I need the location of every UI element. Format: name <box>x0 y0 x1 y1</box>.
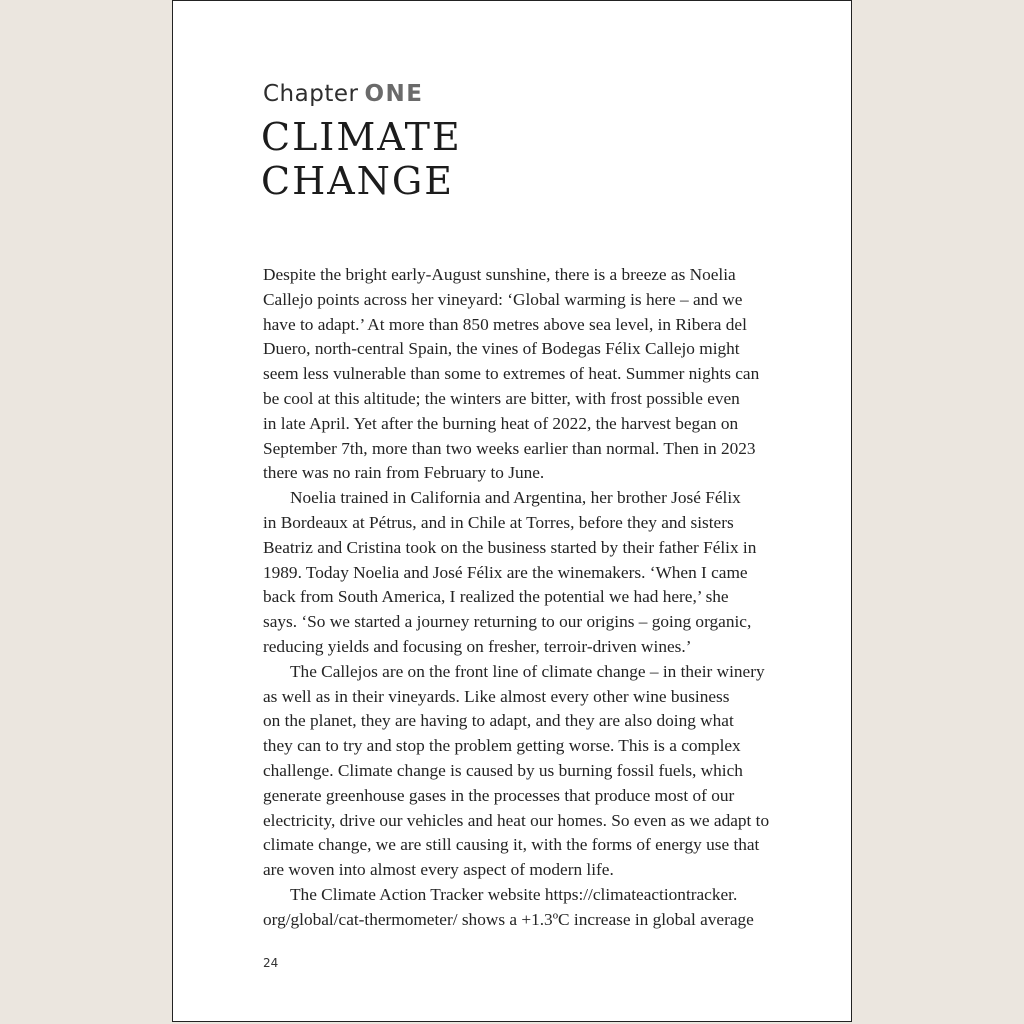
body-line: September 7th, more than two weeks earlier than normal. Then in 2023 <box>263 438 756 458</box>
body-line: generate greenhouse gases in the processes that produce most of our <box>263 785 735 805</box>
body-line: as well as in their vineyards. Like almost every other wine business <box>263 686 730 706</box>
body-line: seem less vulnerable than some to extremes of heat. Summer nights can <box>263 364 760 384</box>
body-line: The Climate Action Tracker website https://climateactiontracker. <box>290 884 738 904</box>
body-line: Beatriz and Cristina took on the business started by their father Félix in <box>263 537 757 557</box>
chapter-title <box>261 115 462 203</box>
body-line: in Bordeaux at Pétrus, and in Chile at Torres, before they and sisters <box>263 512 734 532</box>
body-line: says. ‘So we started a journey returning to our origins – going organic, <box>263 612 752 632</box>
body-line: The Callejos are on the front line of climate change – in their winery <box>290 661 765 681</box>
body-line: they can to try and stop the problem getting worse. This is a complex <box>263 736 741 756</box>
body-line: Callejo points across her vineyard: ‘Global warming is here – and we <box>263 289 743 309</box>
body-line: in late April. Yet after the burning heat of 2022, the harvest began on <box>263 413 739 433</box>
book-page <box>172 0 852 1022</box>
body-line: there was no rain from February to June. <box>263 463 545 483</box>
chapter-title-line: CHANGE <box>261 159 455 203</box>
body-line: electricity, drive our vehicles and heat our homes. So even as we adapt to <box>263 810 770 830</box>
body-line: climate change, we are still causing it, with the forms of energy use that <box>263 835 760 855</box>
body-line: org/global/cat-thermometer/ shows a +1.3ºC increase in global average <box>263 909 754 929</box>
body-line: be cool at this altitude; the winters are bitter, with frost possible even <box>263 388 740 408</box>
chapter-title-line: CLIMATE <box>261 115 462 159</box>
page-number: 24 <box>263 956 279 970</box>
body-line: Despite the bright early-August sunshine, there is a breeze as Noelia <box>263 265 736 284</box>
body-line: on the planet, they are having to adapt, and they are also doing what <box>263 711 734 731</box>
chapter-number: ONE <box>364 81 424 107</box>
body-line: Duero, north-central Spain, the vines of Bodegas Félix Callejo might <box>263 339 740 359</box>
body-line: are woven into almost every aspect of modern life. <box>263 860 614 880</box>
body-line: Noelia trained in California and Argentina, her brother José Félix <box>290 488 741 508</box>
body-line: back from South America, I realized the potential we had here,’ she <box>263 587 729 607</box>
chapter-label <box>263 81 423 107</box>
chapter-word: Chapter <box>263 81 359 107</box>
body-line: reducing yields and focusing on fresher, terroir-driven wines.’ <box>263 636 692 656</box>
body-line: have to adapt.’ At more than 850 metres above sea level, in Ribera del <box>263 314 747 334</box>
body-text <box>263 263 793 933</box>
body-line: challenge. Climate change is caused by us burning fossil fuels, which <box>263 760 743 780</box>
body-line: 1989. Today Noelia and José Félix are the winemakers. ‘When I came <box>263 562 748 582</box>
